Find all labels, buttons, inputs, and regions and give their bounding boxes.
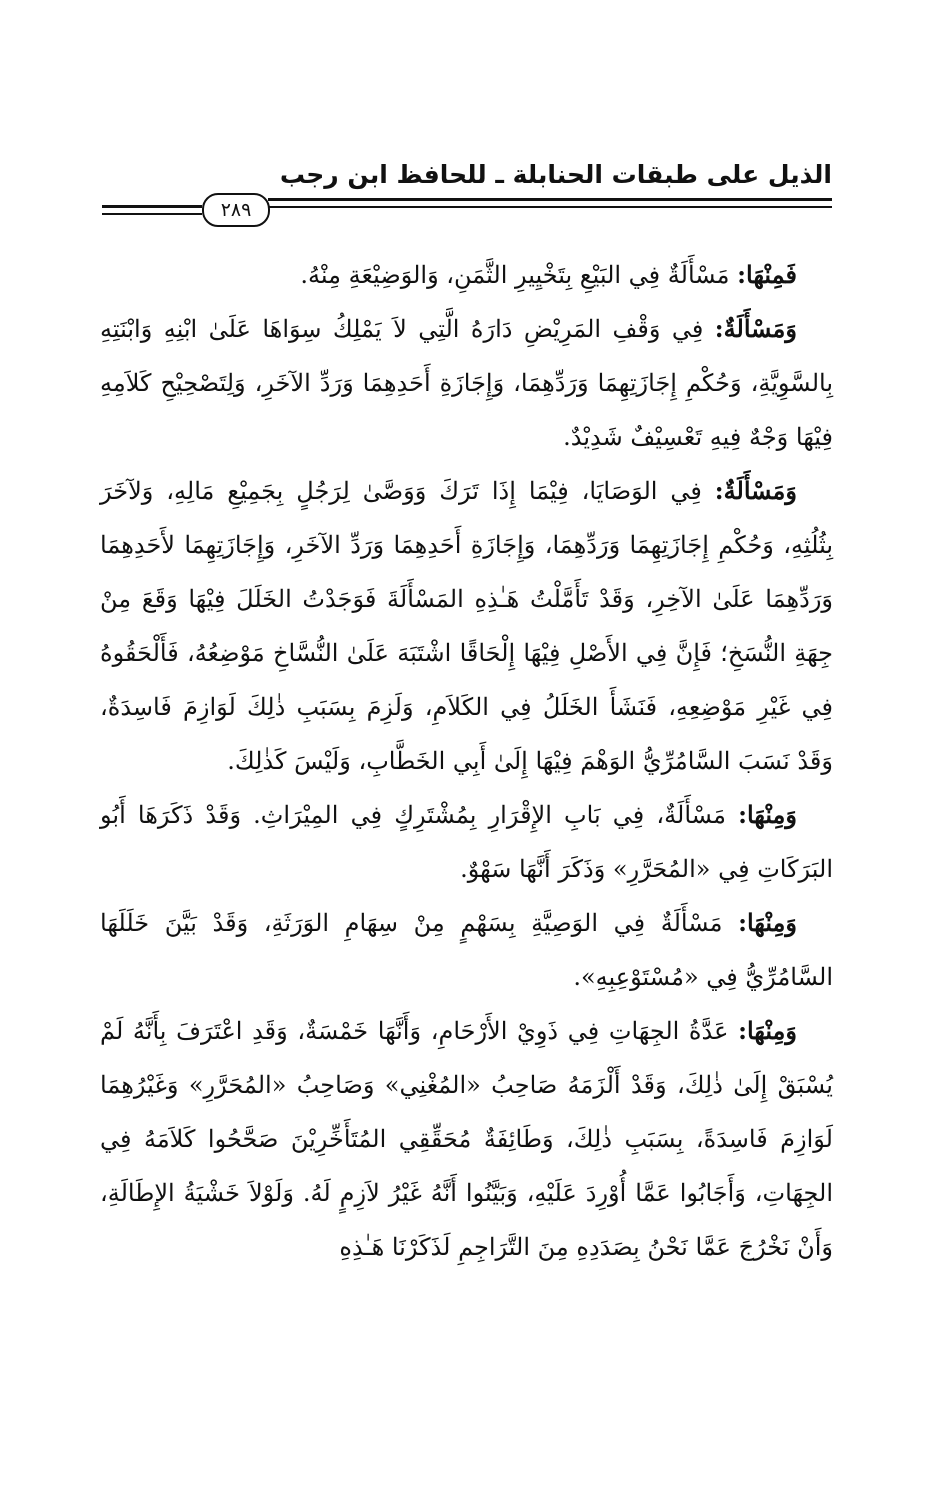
paragraph	[100, 248, 833, 302]
paragraph-lead: وَمِنْهَا:	[738, 908, 797, 937]
paragraph-lead: وَمَسْأَلَةٌ:	[714, 476, 798, 505]
main-text	[100, 248, 833, 1274]
page-number-badge: ٢٨٩	[202, 193, 270, 227]
paragraph-lead: وَمِنْهَا:	[738, 800, 797, 829]
paragraph-text: مَسْأَلَةٌ، فِي بَابِ الإِقْرَارِ بِمُشْتَرِكٍ فِي المِيْرَاثِ. وَقَدْ ذَكَرَهَا أَبُو البَرَكَاتِ فِي «المُحَرَّرِ» وَذَكَرَ أَنَّهَا سَهْوٌ.	[100, 801, 833, 883]
running-header-title: الذيل على طبقات الحنابلة ـ للحافظ ابن رجب	[279, 160, 832, 189]
paragraph-text: عَدَّةُ الجِهَاتِ فِي ذَوِيْ الأَرْحَامِ، وَأَنَّهَا خَمْسَةٌ، وَقَدِ اعْتَرَفَ بِأَنَّهُ لَمْ يُسْبَقْ إِلَىٰ ذٰلِكَ، وَقَدْ أَلْزَمَهُ صَاحِبُ «المُغْنِي» وَصَاحِبُ «المُحَرَّرِ» وَغَيْرُهِمَا لَوَازِمَ فَاسِدَةً، بِسَبَبِ ذٰلِكَ، وَطَائِفَةٌ مُحَقِّقِي المُتَأَخِّرِيْنَ صَحَّحُوا كَلاَمَهُ فِي الجِهَاتِ، وَأَجَابُوا عَمَّا أُوْرِدَ عَلَيْهِ، وَبَيَّنُوا أَنَّهُ غَيْرُ لاَزِمٍ لَهُ. وَلَوْلاَ خَشْيَةُ الإِطَالَةِ، وَأَنْ نَخْرُجَ عَمَّا نَحْنُ بِصَدَدِهِ مِنَ التَّرَاجِمِ لَذَكَرْنَا هَـٰذِهِ	[100, 1017, 833, 1261]
paragraph	[100, 302, 833, 464]
paragraph	[100, 896, 833, 1004]
paragraph	[100, 1004, 833, 1274]
paragraph	[100, 464, 833, 788]
paragraph-text: فِي الوَصَايَا، فِيْمَا إِذَا تَرَكَ وَوَصَّىٰ لِرَجُلٍ بِجَمِيْعِ مَالِهِ، وَلآخَرَ بِثُلُثِهِ، وَحُكْمِ إِجَازَتِهِمَا وَرَدِّهِمَا، وَإِجَازَةِ أَحَدِهِمَا وَرَدِّ الآخَرِ، وَإِجَازَتِهِمَا لأَحَدِهِمَا وَرَدِّهِمَا عَلَىٰ الآخِرِ، وَقَدْ تَأَمَّلْتُ هَـٰذِهِ المَسْأَلَةَ فَوَجَدْتُ الخَلَلَ فِيْهَا وَقَعَ مِنْ جِهَةِ النُّسَخِ؛ فَإِنَّ فِي الأَصْلِ فِيْهَا إِلْحَاقًا اشْتَبَهَ عَلَىٰ النُّسَّاخِ مَوْضِعُهُ، فَأَلْحَقُوهُ فِي غَيْرِ مَوْضِعِهِ، فَنَشَأَ الخَلَلُ فِي الكَلاَمِ، وَلَزِمَ بِسَبَبِ ذٰلِكَ لَوَازِمَ فَاسِدَةٌ، وَقَدْ نَسَبَ السَّامُرِّيُّ الوَهْمَ فِيْهَا إِلَىٰ أَبِي الخَطَّابِ، وَلَيْسَ كَذٰلِكَ.	[100, 477, 833, 775]
paragraph-lead: وَمِنْهَا:	[738, 1016, 797, 1045]
paragraph-text: مَسْأَلَةٌ فِي الوَصِيَّةِ بِسَهْمٍ مِنْ سِهَامِ الوَرَثَةِ، وَقَدْ بَيَّنَ خَلَلَهَا السَّامُرِّيُّ فِي «مُسْتَوْعِبِهِ».	[100, 909, 833, 991]
paragraph-lead: وَمَسْأَلَةٌ:	[714, 314, 797, 343]
header-rule-top-right	[268, 198, 832, 201]
paragraph-text: مَسْأَلَةٌ فِي البَيْعِ بِتَخْيِيرِ الثَّمَنِ، وَالوَضِيْعَةِ مِنْهُ.	[300, 261, 738, 289]
header-rule-top-left	[102, 205, 202, 208]
paragraph-lead: فَمِنْهَا:	[737, 260, 797, 289]
page-header	[102, 150, 832, 220]
header-rule-bottom-left	[102, 213, 202, 215]
paragraph	[100, 788, 833, 896]
header-rule-bottom-right	[268, 206, 832, 208]
paragraph-text: فِي وَقْفِ المَرِيْضِ دَارَهُ الَّتِي لاَ يَمْلِكُ سِوَاهَا عَلَىٰ ابْنِهِ وَابْنَتِهِ بِالسَّوِيَّةِ، وَحُكْمِ إِجَازَتِهِمَا وَرَدِّهِمَا، وَإِجَازَةِ أَحَدِهِمَا وَرَدِّ الآخَرِ، وَلِتَصْحِيْحِ كَلاَمِهِ فِيْهَا وَجْهٌ فِيهِ تَعْسِيْفٌ شَدِيْدٌ.	[100, 315, 833, 451]
